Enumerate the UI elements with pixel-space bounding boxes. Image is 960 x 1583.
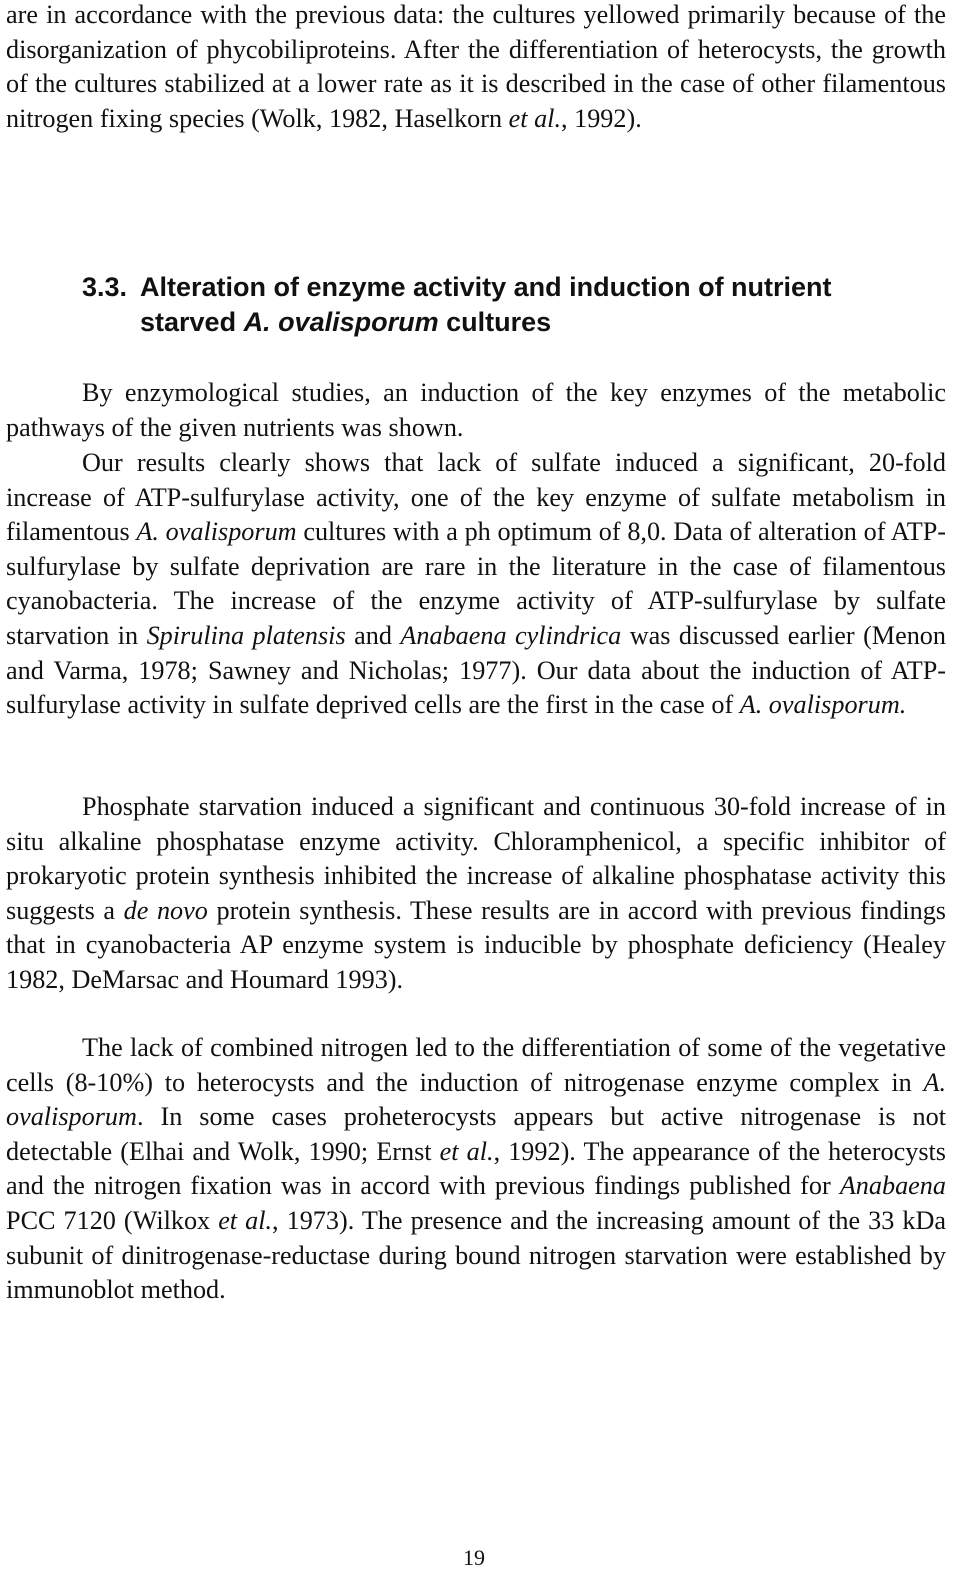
- paragraph-continued: [6, 0, 946, 136]
- text-run: By enzymological studies, an induction of the key enzymes of the metabolic pathways of the given nutrients was shown.: [6, 378, 946, 442]
- text-run: , 1992).: [561, 103, 642, 133]
- text-run: protein synthesis. These results are in accord with previous findings that in cyanobacteria AP enzyme system is inducible by phosphate deficiency (Healey 1982, DeMarsac and Houmard 1993).: [6, 895, 946, 994]
- italic-run: Spirulina platensis: [146, 620, 346, 650]
- paragraph-enzymology: [6, 376, 946, 445]
- paragraph-nitrogen: [6, 1031, 946, 1308]
- text-run: . In some cases proheterocysts appears but active nitrogenase is not detectable (Elhai and Wolk, 1990; Ernst: [6, 1102, 946, 1166]
- text-run: Phosphate starvation induced a significant and continuous 30-fold increase of in situ alkaline phosphatase enzyme activity. Chloramphenicol, a specific inhibitor of prokaryotic protein synthesis inhibited the increase of alkaline phosphatase activity this suggests a: [6, 792, 946, 925]
- title-italic-run: A. ovalisporum: [243, 307, 439, 337]
- paragraph-sulfate: [6, 446, 946, 723]
- italic-run: Anabaena cylindrica: [400, 620, 622, 650]
- text-run: was discussed earlier (Menon and Varma, 1978; Sawney and Nicholas; 1977). Our data about the induction of ATP-sulfurylase activity in sulfate deprived cells are the first in the case of: [6, 620, 946, 720]
- italic-run: et al.: [218, 1205, 273, 1235]
- italic-run: A. ovalisporum: [136, 517, 297, 547]
- text-run: , 1973). The presence and the increasing amount of the 33 kDa subunit of dinitrogenase-reductase during bound nitrogen starvation were established by immunoblot method.: [6, 1205, 946, 1305]
- text-run: PCC 7120 (Wilkox: [6, 1205, 219, 1235]
- text-run: cultures with a ph optimum of 8,0. Data of alteration of ATP-sulfurylase by sulfate deprivation are rare in the literature in the case of filamentous cyanobacteria. The increase of the enzyme activity of ATP-sulfurylase by sulfate starvation in: [6, 517, 947, 650]
- text-run: are in accordance with the previous data: the cultures yellowed primarily because of the disorganization of phycobiliproteins. After the differentiation of heterocysts, the growth of the cultures stabilized at a lower rate as it is described in the case of other filamentous nitrogen fixing species (Wolk, 1982, Haselkorn: [6, 0, 946, 133]
- title-text-run: starved: [140, 307, 244, 337]
- page-number: 19: [463, 1545, 485, 1570]
- italic-run: A. ovalisporum: [6, 1067, 946, 1132]
- italic-run: de novo: [123, 895, 208, 925]
- section-number: 3.3.: [82, 272, 128, 302]
- text-run: Our results clearly shows that lack of sulfate induced a significant, 20-fold increase of ATP-sulfurylase activity, one of the key enzyme of sulfate metabolism in filamentous: [6, 448, 946, 547]
- italic-run: et al.: [508, 103, 562, 133]
- title-text-run: cultures: [438, 307, 552, 337]
- section-title-line2: [82, 305, 960, 340]
- section-heading: [6, 270, 960, 340]
- text-run: and: [345, 620, 401, 650]
- text-run: , 1992). The appearance of the heterocysts and the nitrogen fixation was in accord with previous findings published for: [6, 1136, 946, 1201]
- section-title-line1: Alteration of enzyme activity and induction of nutrient: [140, 272, 832, 302]
- italic-run: A. ovalisporum.: [739, 690, 907, 720]
- text-run: The lack of combined nitrogen led to the differentiation of some of the vegetative cells (8-10%) to heterocysts and the induction of nitrogenase enzyme complex in: [6, 1033, 946, 1097]
- italic-run: et al.: [439, 1136, 494, 1166]
- paragraph-phosphate: [6, 790, 946, 998]
- italic-run: Anabaena: [839, 1171, 946, 1201]
